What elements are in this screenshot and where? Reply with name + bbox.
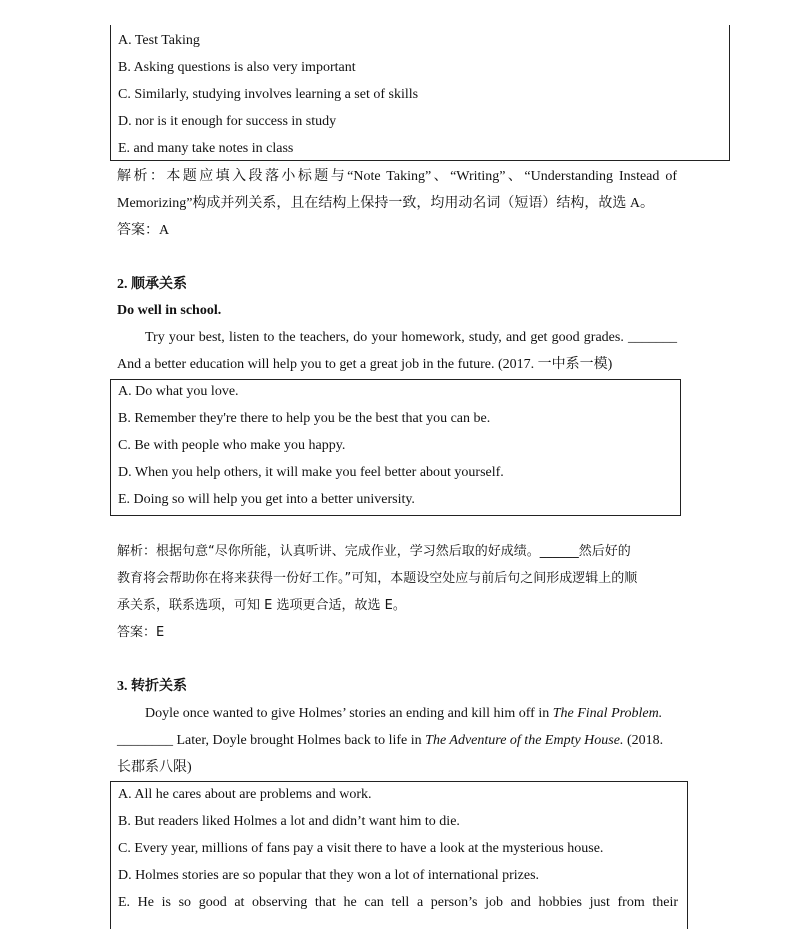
para-text: (2018. bbox=[623, 733, 664, 748]
options-box-3 bbox=[110, 781, 688, 929]
analysis-2-line-3: 承关系，联系选项，可知 E 选项更合适，故选 E。 bbox=[117, 598, 406, 613]
option-c: C. Every year, millions of fans pay a visit there to have a look at the mysterious house. bbox=[118, 841, 604, 856]
analysis-2-line-1: 解析：根据句意“尽你所能，认真听讲、完成作业，学习然后取的好成绩。______然后好的 bbox=[117, 544, 631, 559]
option-e: E. and many take notes in class bbox=[118, 141, 294, 156]
section-2-para-line-1: Try your best, listen to the teachers, do your homework, study, and get good grades. _______ bbox=[145, 330, 677, 345]
section-3-heading: 3. 转折关系 bbox=[117, 679, 187, 694]
option-d: D. nor is it enough for success in study bbox=[118, 114, 337, 129]
para-text: ________ Later, Doyle brought Holmes back to life in bbox=[117, 733, 426, 748]
option-b: B. But readers liked Holmes a lot and didn’t want him to die. bbox=[118, 814, 460, 829]
book-title: The Adventure of the Empty House. bbox=[425, 733, 624, 748]
section-2-title: Do well in school. bbox=[117, 303, 222, 318]
option-c: C. Be with people who make you happy. bbox=[118, 438, 346, 453]
para-text: Doyle once wanted to give Holmes’ stories an ending and kill him off in bbox=[145, 706, 553, 721]
option-a: A. Test Taking bbox=[118, 33, 200, 48]
book-title: The Final Problem. bbox=[552, 706, 663, 721]
option-e: E. He is so good at observing that he can tell a person’s job and hobbies just from their bbox=[118, 895, 678, 910]
answer-1: 答案：A bbox=[117, 223, 170, 238]
analysis-1-line-2: Memorizing”构成并列关系，且在结构上保持一致，均用动名词（短语）结构，故选 A。 bbox=[117, 196, 655, 211]
analysis-1-line-1: 解析：本题应填入段落小标题与“Note Taking”、“Writing”、“Understanding Instead of bbox=[117, 169, 677, 184]
section-3-para-line-1 bbox=[145, 705, 662, 723]
option-d: D. When you help others, it will make you feel better about yourself. bbox=[118, 465, 504, 480]
option-a: A. All he cares about are problems and work. bbox=[118, 787, 372, 802]
section-3-para-line-3: 长郡系八限) bbox=[117, 760, 192, 775]
option-b: B. Remember they're there to help you be the best that you can be. bbox=[118, 411, 491, 426]
options-box-2 bbox=[110, 379, 681, 516]
option-a: A. Do what you love. bbox=[118, 384, 239, 399]
options-box-1 bbox=[110, 25, 730, 161]
option-c: C. Similarly, studying involves learning a set of skills bbox=[118, 87, 419, 102]
section-3-para-line-2 bbox=[117, 732, 663, 750]
option-b: B. Asking questions is also very important bbox=[118, 60, 356, 75]
option-e: E. Doing so will help you get into a better university. bbox=[118, 492, 415, 507]
section-2-para-line-2: And a better education will help you to get a great job in the future. (2017. 一中系一模) bbox=[117, 357, 613, 372]
analysis-2-line-2: 教育将会帮助你在将来获得一份好工作。”可知，本题设空处应与前后句之间形成逻辑上的顺 bbox=[117, 571, 638, 586]
option-d: D. Holmes stories are so popular that they won a lot of international prizes. bbox=[118, 868, 540, 883]
section-2-heading: 2. 顺承关系 bbox=[117, 277, 187, 292]
answer-2: 答案：E bbox=[117, 625, 165, 640]
